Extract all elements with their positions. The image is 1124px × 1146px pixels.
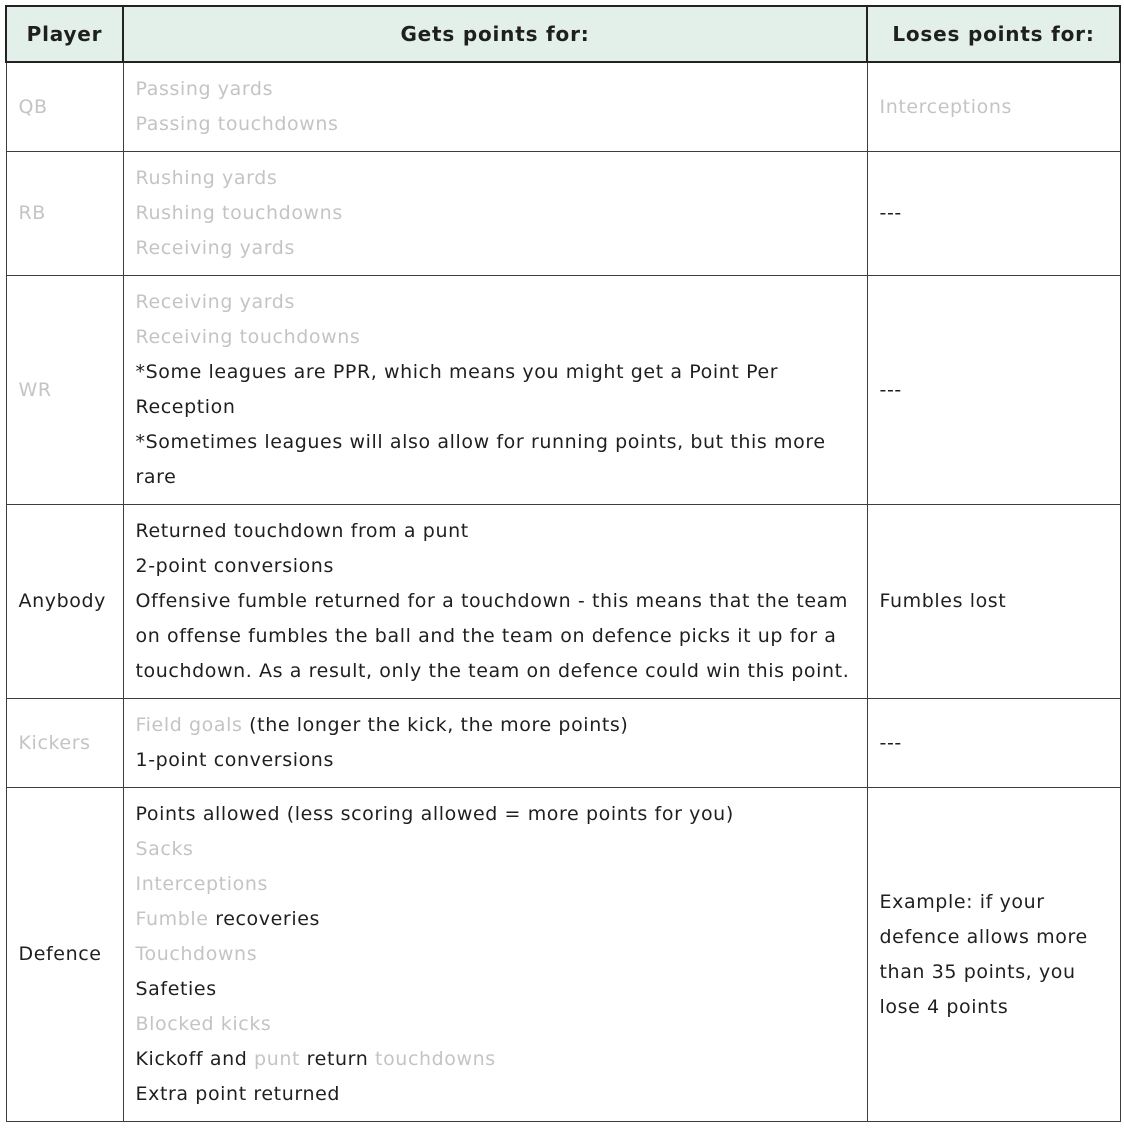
- gets-points-cell: [123, 276, 867, 505]
- gets-points-line: [136, 231, 857, 266]
- player-cell: WR: [6, 276, 123, 505]
- table-row: [6, 62, 1120, 152]
- header-player: Player: [6, 6, 123, 62]
- player-cell: RB: [6, 152, 123, 276]
- gets-points-text: Blocked kicks: [135, 1013, 272, 1035]
- gets-points-text: recoveries: [208, 908, 320, 930]
- gets-points-text: 2-point conversions: [135, 555, 334, 577]
- table-row: [6, 788, 1120, 1122]
- gets-points-line: [136, 1042, 857, 1077]
- gets-points-text: (the longer the kick, the more points): [242, 714, 629, 736]
- gets-points-line: [136, 72, 857, 107]
- player-cell: QB: [6, 62, 123, 152]
- gets-points-text: 1-point conversions: [135, 749, 334, 771]
- gets-points-text: Interceptions: [135, 873, 268, 895]
- loses-points-cell: ---: [867, 276, 1120, 505]
- gets-points-line: [136, 514, 857, 549]
- table-row: [6, 505, 1120, 699]
- table-row: [6, 152, 1120, 276]
- header-gets-points: Gets points for:: [123, 6, 867, 62]
- gets-points-line: [136, 355, 857, 425]
- gets-points-line: [136, 797, 857, 832]
- gets-points-text: Passing touchdowns: [135, 113, 339, 135]
- loses-points-cell: Example: if your defence allows more than 35 points, you lose 4 points: [867, 788, 1120, 1122]
- gets-points-line: [136, 867, 857, 902]
- gets-points-text: Safeties: [135, 978, 217, 1000]
- gets-points-text: Kickoff and: [135, 1048, 255, 1070]
- gets-points-text: punt: [254, 1048, 301, 1070]
- loses-points-cell: Interceptions: [867, 62, 1120, 152]
- table-header: [6, 6, 1120, 62]
- gets-points-line: [136, 743, 857, 778]
- loses-points-cell: Fumbles lost: [867, 505, 1120, 699]
- gets-points-text: *Sometimes leagues will also allow for running points, but this more rare: [135, 431, 826, 488]
- gets-points-text: Returned touchdown from a punt: [135, 520, 469, 542]
- gets-points-line: [136, 708, 857, 743]
- header-row: [6, 6, 1120, 62]
- gets-points-text: Receiving yards: [135, 237, 295, 259]
- gets-points-text: Receiving yards: [135, 291, 295, 313]
- scoring-table: [5, 5, 1121, 1122]
- gets-points-cell: [123, 505, 867, 699]
- gets-points-line: [136, 549, 857, 584]
- gets-points-line: [136, 285, 857, 320]
- loses-points-cell: ---: [867, 699, 1120, 788]
- gets-points-line: [136, 1007, 857, 1042]
- gets-points-cell: [123, 699, 867, 788]
- gets-points-text: Field goals: [135, 714, 243, 736]
- gets-points-text: Touchdowns: [135, 943, 258, 965]
- gets-points-line: [136, 320, 857, 355]
- gets-points-text: touchdowns: [375, 1048, 496, 1070]
- gets-points-line: [136, 107, 857, 142]
- gets-points-line: [136, 937, 857, 972]
- gets-points-text: Offensive fumble returned for a touchdown - this means that the team on offense fumbles the ball and the team on defence picks it up for a touchdown. As a result, only the team on defence could win this point.: [135, 590, 850, 682]
- gets-points-text: Fumble: [135, 908, 209, 930]
- gets-points-line: [136, 832, 857, 867]
- player-cell: Anybody: [6, 505, 123, 699]
- gets-points-text: Extra point returned: [135, 1083, 341, 1105]
- table-row: [6, 276, 1120, 505]
- gets-points-cell: [123, 788, 867, 1122]
- gets-points-line: [136, 425, 857, 495]
- gets-points-cell: [123, 62, 867, 152]
- loses-points-cell: ---: [867, 152, 1120, 276]
- player-cell: Kickers: [6, 699, 123, 788]
- gets-points-text: Points allowed (less scoring allowed = more points for you): [135, 803, 734, 825]
- gets-points-text: Rushing touchdowns: [135, 202, 343, 224]
- gets-points-line: [136, 1077, 857, 1112]
- gets-points-line: [136, 196, 857, 231]
- gets-points-cell: [123, 152, 867, 276]
- player-cell: Defence: [6, 788, 123, 1122]
- gets-points-text: Receiving touchdowns: [135, 326, 361, 348]
- gets-points-text: Passing yards: [135, 78, 274, 100]
- header-loses-points: Loses points for:: [867, 6, 1120, 62]
- gets-points-line: [136, 972, 857, 1007]
- gets-points-line: [136, 902, 857, 937]
- gets-points-line: [136, 161, 857, 196]
- table-body: [6, 62, 1120, 1122]
- gets-points-line: [136, 584, 857, 689]
- table-row: [6, 699, 1120, 788]
- gets-points-text: Sacks: [135, 838, 194, 860]
- gets-points-text: Rushing yards: [135, 167, 278, 189]
- gets-points-text: *Some leagues are PPR, which means you might get a Point Per Reception: [135, 361, 779, 418]
- gets-points-text: return: [300, 1048, 376, 1070]
